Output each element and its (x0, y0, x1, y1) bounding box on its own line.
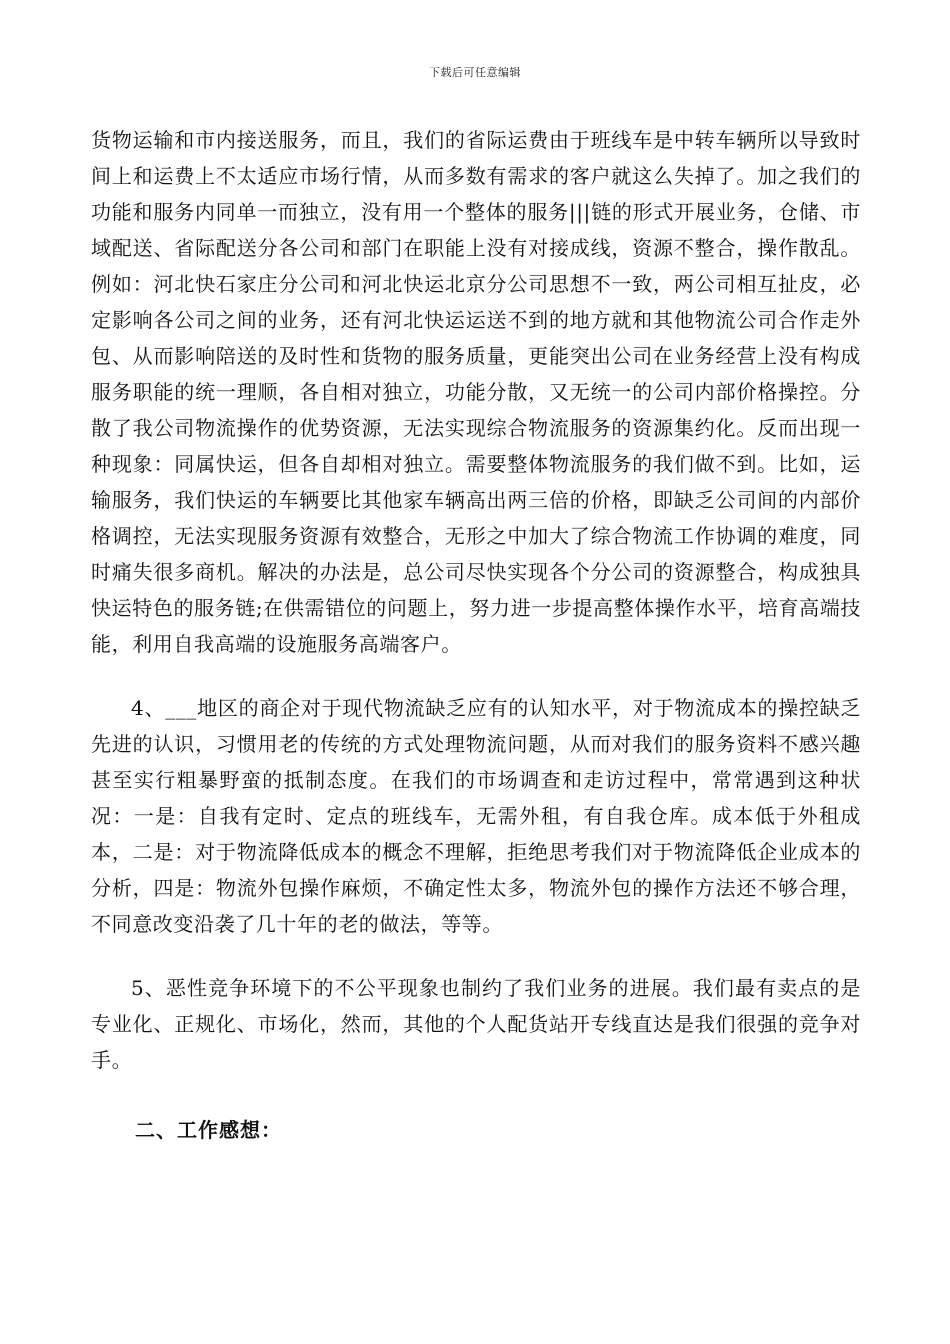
paragraph-item-5: 5、恶性竞争环境下的不公平现象也制约了我们业务的进展。我们最有卖点的是专业化、正规化、市场化，然而，其他的个人配货站开专线直达是我们很强的竞争对手。 (91, 976, 861, 1072)
paragraph-continuation: 货物运输和市内接送服务，而且，我们的省际运费由于班线车是中转车辆所以导致时间上和运费上不太适应市场行情，从而多数有需求的客户就这么失掉了。加之我们的功能和服务内同单一而独立，没有用一个整体的服务|||链的形式开展业务，仓储、市域配送、省际配送分各公司和部门在职能上没有对接成线，资源不整合，操作散乱。例如：河北快石家庄分公司和河北快运北京分公司思想不一致，两公司相互扯皮，必定影响各公司之间的业务，还有河北快运运送不到的地方就和其他物流公司合作走外包、从而影响陪送的及时性和货物的服务质量，更能突出公司在业务经营上没有构成服务职能的统一理顺，各自相对独立，功能分散，又无统一的公司内部价格操控。分散了我公司物流操作的优势资源，无法实现综合物流服务的资源集约化。反而出现一种现象：同属快运，但各自却相对独立。需要整体物流服务的我们做不到。比如，运输服务，我们快运的车辆要比其他家车辆高出两三倍的价格，即缺乏公司间的内部价格调控，无法实现服务资源有效整合，无形之中加大了综合物流工作协调的难度，同时痛失很多商机。解决的办法是，总公司尽快实现各个分公司的资源整合，构成独具快运特色的服务链;在供需错位的问题上，努力进一步提高整体操作水平，培育高端技能，利用自我高端的设施服务高端客户。 (91, 128, 861, 656)
paragraph-item-4: 4、___地区的商企对于现代物流缺乏应有的认知水平，对于物流成本的操控缺乏先进的认识，习惯用老的传统的方式处理物流问题，从而对我们的服务资料不感兴趣甚至实行粗暴野蛮的抵制态度。在我们的市场调查和走访过程中，常常遇到这种状况：一是：自我有定时、定点的班线车，无需外租，有自我仓库。成本低于外租成本，二是：对于物流降低成本的概念不理解，拒绝思考我们对于物流降低企业成本的分析，四是：物流外包操作麻烦，不确定性太多，物流外包的操作方法还不够合理，不同意改变沿袭了几十年的老的做法，等等。 (91, 696, 861, 936)
section-heading: 二、工作感想： (135, 1118, 282, 1142)
header-note: 下载后可任意编辑 (429, 66, 521, 79)
document-body (91, 122, 861, 1148)
